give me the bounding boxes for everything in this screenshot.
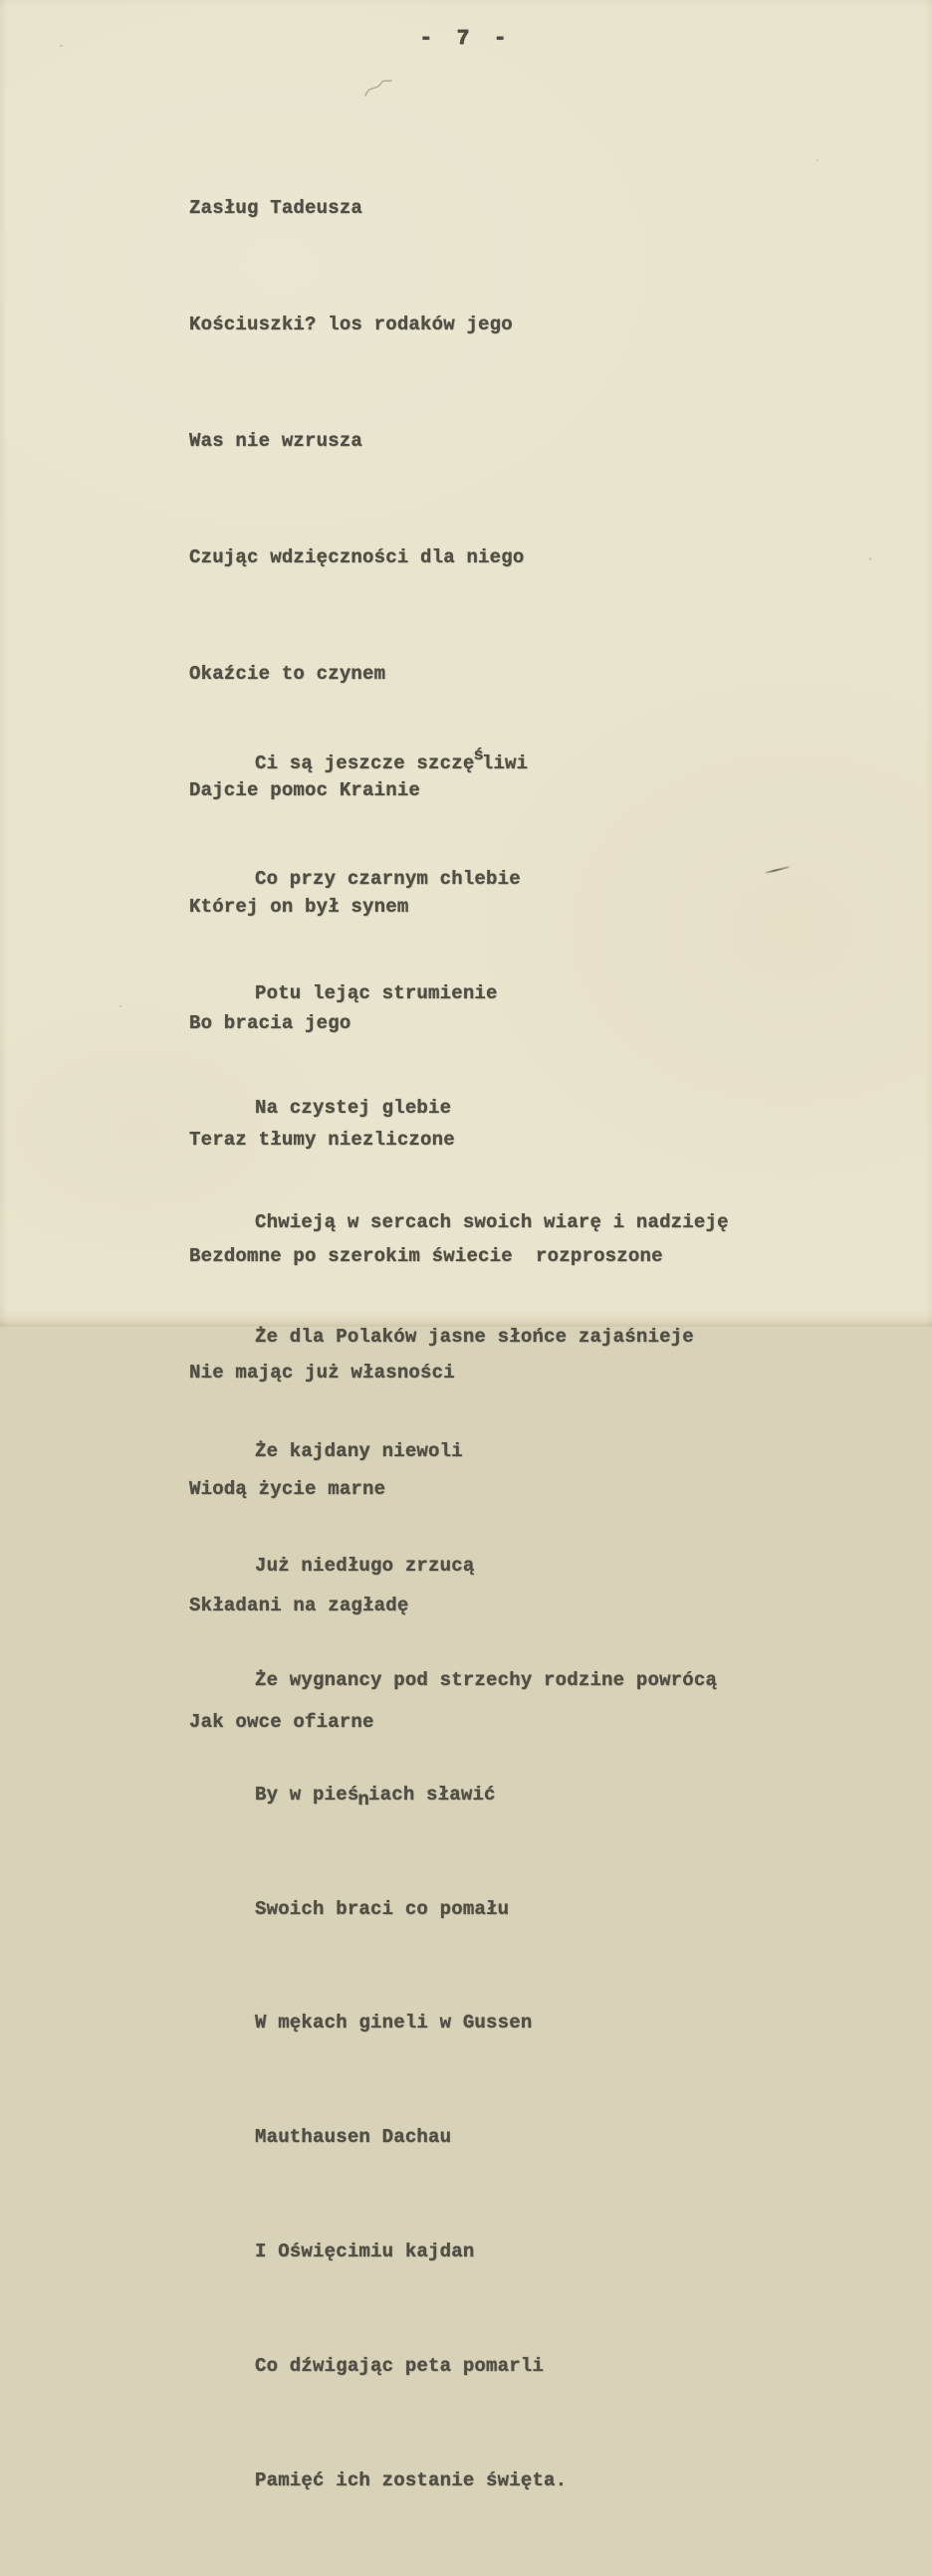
paper-speck bbox=[869, 557, 871, 560]
poem-line: Zasług Tadeusza bbox=[189, 197, 363, 219]
pencil-squiggle-mark bbox=[363, 78, 395, 100]
stanza-2 bbox=[255, 668, 729, 2576]
line-text: iach sławić bbox=[368, 1783, 496, 1806]
poem-line: Której on był synem bbox=[189, 896, 409, 918]
poem-line: Że kajdany niewoli bbox=[255, 1439, 463, 1462]
poem-line: Że wygnancy pod strzechy rodzine powrócą bbox=[255, 1668, 718, 1691]
page-number-label: - 7 - bbox=[419, 28, 513, 51]
poem-line: Już niedługo zrzucą bbox=[255, 1554, 475, 1577]
poem-line: Was nie wzrusza bbox=[189, 430, 363, 452]
poem-line: Pamięć ich zostanie święta. bbox=[255, 2469, 568, 2491]
poem-line: Okaźcie to czynem bbox=[189, 663, 386, 685]
poem-line: Chwieją w sercach swoich wiarę i nadzieję bbox=[255, 1211, 729, 1234]
poem-line: Dajcie pomoc Krainie bbox=[189, 779, 421, 801]
line-text: By w pieś bbox=[255, 1783, 359, 1806]
typed-subscript-letter: n bbox=[357, 1788, 370, 1811]
page-number bbox=[0, 28, 932, 51]
poem-line-with-superscript bbox=[255, 745, 729, 784]
poem-line: Mauthausen Dachau bbox=[255, 2126, 452, 2149]
poem-line: Czując wdzięczności dla niego bbox=[189, 546, 525, 568]
poem-line: Wiodą życie marne bbox=[189, 1478, 386, 1500]
paper-speck bbox=[816, 159, 818, 161]
poem-line: Co przy czarnym chlebie bbox=[255, 868, 521, 891]
poem-line: Jak owce ofiarne bbox=[189, 1711, 374, 1733]
poem-line: Potu lejąc strumienie bbox=[255, 982, 498, 1005]
pencil-slash-mark bbox=[765, 866, 790, 874]
paper-speck bbox=[60, 45, 63, 47]
poem-line: Co dźwigając peta pomarli bbox=[255, 2355, 545, 2378]
poem-line: W mękach gineli w Gussen bbox=[255, 2012, 533, 2035]
line-text: liwi bbox=[481, 751, 529, 774]
poem-line: Kościuszki? los rodaków jego bbox=[189, 314, 513, 335]
poem-line: Składani na zagładę bbox=[189, 1595, 409, 1616]
poem-line: Bezdomne po szerokim świecie rozproszone bbox=[189, 1245, 663, 1267]
poem-line: Że dla Polaków jasne słońce zajaśnieje bbox=[255, 1326, 694, 1349]
poem-line: Bo bracia jego bbox=[189, 1012, 351, 1034]
poem-line: I Oświęcimiu kajdan bbox=[255, 2241, 475, 2263]
poem-line: Nie mając już własności bbox=[189, 1362, 455, 1384]
poem-line: Swoich braci co pomału bbox=[255, 1897, 510, 1920]
poem-line: Teraz tłumy niezliczone bbox=[189, 1129, 455, 1151]
poem-line-with-subscript bbox=[255, 1776, 729, 1814]
poem-line: Na czystej glebie bbox=[255, 1097, 452, 1120]
line-text: Ci są jeszcze szczę bbox=[255, 751, 475, 774]
typed-superscript-correction: ś bbox=[473, 746, 484, 765]
paper-speck bbox=[119, 1005, 121, 1007]
